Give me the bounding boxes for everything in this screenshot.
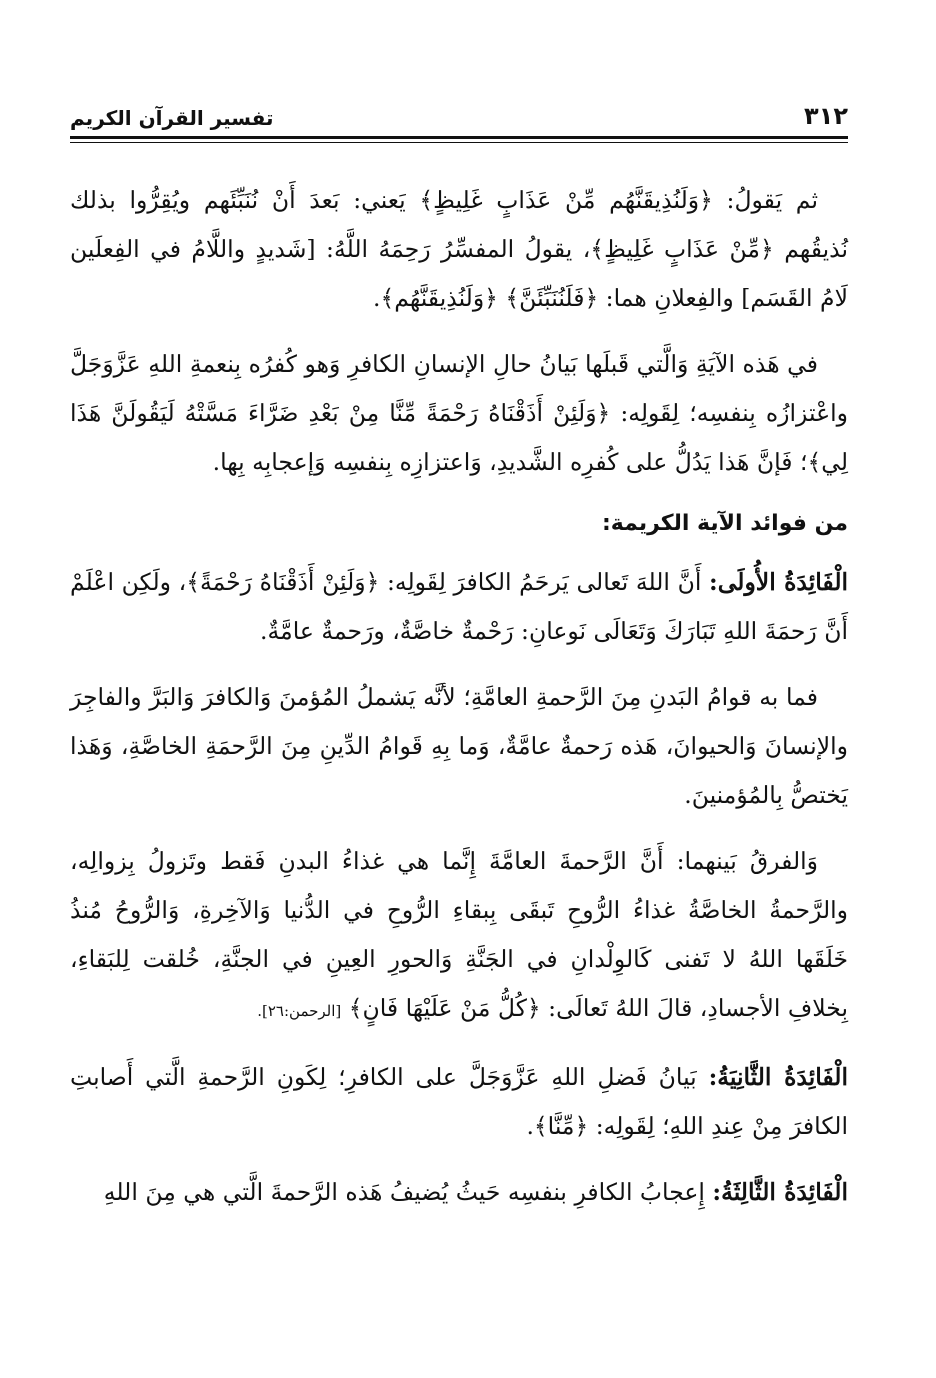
benefit-1	[70, 558, 848, 656]
paragraph-difference	[70, 837, 848, 1036]
running-title: تفسير القرآن الكريم	[70, 106, 274, 130]
paragraph-1: ثم يَقولُ: ﴿وَلَنُذِيقَنَّهُم مِّنْ عَذَابٍ غَلِيظٍ﴾ يَعني: بَعدَ أَنْ نُنَبِّئَهم ويُقِرُّوا بذلك نُذيقُهم ﴿مِّنْ عَذَابٍ غَلِيظٍ﴾، يقولُ المفسِّرُ رَحِمَهُ اللَّهُ: [شَديدٍ واللَّامُ في الفِعلَين لَامُ القَسَم] والفِعلانِ هما: ﴿فَلَنُنَبِّئَنَّ﴾ ﴿وَلَنُذِيقَنَّهُم﴾.	[70, 186, 848, 312]
benefit-3	[70, 1168, 848, 1217]
page-number: ٣١٢	[804, 102, 848, 130]
surah-reference: [الرحمن:٢٦].	[257, 1002, 342, 1020]
benefit-2	[70, 1053, 848, 1151]
header-rule-thick	[70, 136, 848, 139]
page-body	[70, 176, 848, 1234]
paragraph-2: في هَذه الآيَةِ وَالَّتي قَبلَها بَيانُ حالِ الإنسانِ الكافرِ وَهو كُفرُه بِنعمةِ اللهِ عَزَّوَجَلَّ واعْتزازُه بِنفسِه؛ لِقَولِه: ﴿وَلَئِنْ أَذَقْنَاهُ رَحْمَةً مِّنَّا مِنْ بَعْدِ ضَرَّاءَ مَسَّتْهُ لَيَقُولَنَّ هَذَا لِي﴾؛ فَإنَّ هَذا يَدُلُّ على كُفرِه الشَّديدِ، وَاعتزازِه بِنفسِه وَإعجابِه بِها.	[70, 350, 848, 476]
difference-text: وَالفرقُ بَينهما: أَنَّ الرَّحمةَ العامَّةَ إِنَّما هي غذاءُ البدنِ فَقط وتَزولُ بِزوالِه، والرَّحمةُ الخاصَّةُ غذاءُ الرُّوحِ تَبقَى بِبقاءِ الرُّوحِ في الدُّنيا وَالآخِرةِ، وَالرُّوحُ مُنذُ خَلَقَها اللهُ لا تَفنى كَالوِلْدانِ في الجَنَّةِ وَالحورِ العِينِ في الجنَّةِ، خُلقت لِلبَقاءِ، بِخلافِ الأجسادِ، قالَ اللهُ تَعالَى: ﴿كُلُّ مَنْ عَلَيْهَا فَانٍ﴾	[70, 847, 849, 1022]
header-rule-thin	[70, 142, 848, 143]
benefit-1-title: الْفَائِدَةُ الأُولَى:	[709, 568, 849, 596]
benefit-3-text: إِعجابُ الكافرِ بنفسِه حَيثُ يُضيفُ هَذه الرَّحمةَ الَّتي هي مِنَ اللهِ	[103, 1178, 713, 1206]
page-header	[70, 98, 848, 138]
benefit-1-text: أَنَّ اللهَ تَعالى يَرحَمُ الكافرَ لِقَولِه: ﴿وَلَئِنْ أَذَقْنَاهُ رَحْمَةً﴾، ولَكِن اعْلَمْ أَنَّ رَحمَةَ اللهِ تَبَارَكَ وَتَعَالَى نَوعانِ: رَحْمةٌ خاصَّةٌ، ورَحمةٌ عامَّةٌ.	[70, 568, 848, 645]
benefit-2-text: بَيانُ فَضلِ اللهِ عَزَّوَجَلَّ على الكافرِ؛ لِكَونِ الرَّحمةِ الَّتي أَصابتِ الكافرَ مِنْ عِندِ اللهِ؛ لِقَولِه: ﴿مِّنَّا﴾.	[70, 1063, 848, 1140]
section-heading: من فوائد الآية الكريمة:	[601, 511, 848, 536]
benefit-2-title: الْفَائِدَةُ الثَّانِيَةُ:	[708, 1063, 848, 1091]
benefit-3-title: الْفَائِدَةُ الثَّالِثَةُ:	[712, 1178, 848, 1206]
paragraph-mercy-types: فما به قوامُ البَدنِ مِنَ الرَّحمةِ العامَّةِ؛ لأنَّه يَشملُ المُؤمنَ وَالكافرَ وَالبَرَّ والفاجِرَ والإنسانَ وَالحيوانَ، هَذه رَحمةٌ عامَّةٌ، وَما بِهِ قَوامُ الدِّينِ مِنَ الرَّحمَةِ الخاصَّةِ، وَهَذا يَختصُّ بِالمُؤمنينَ.	[70, 683, 848, 809]
